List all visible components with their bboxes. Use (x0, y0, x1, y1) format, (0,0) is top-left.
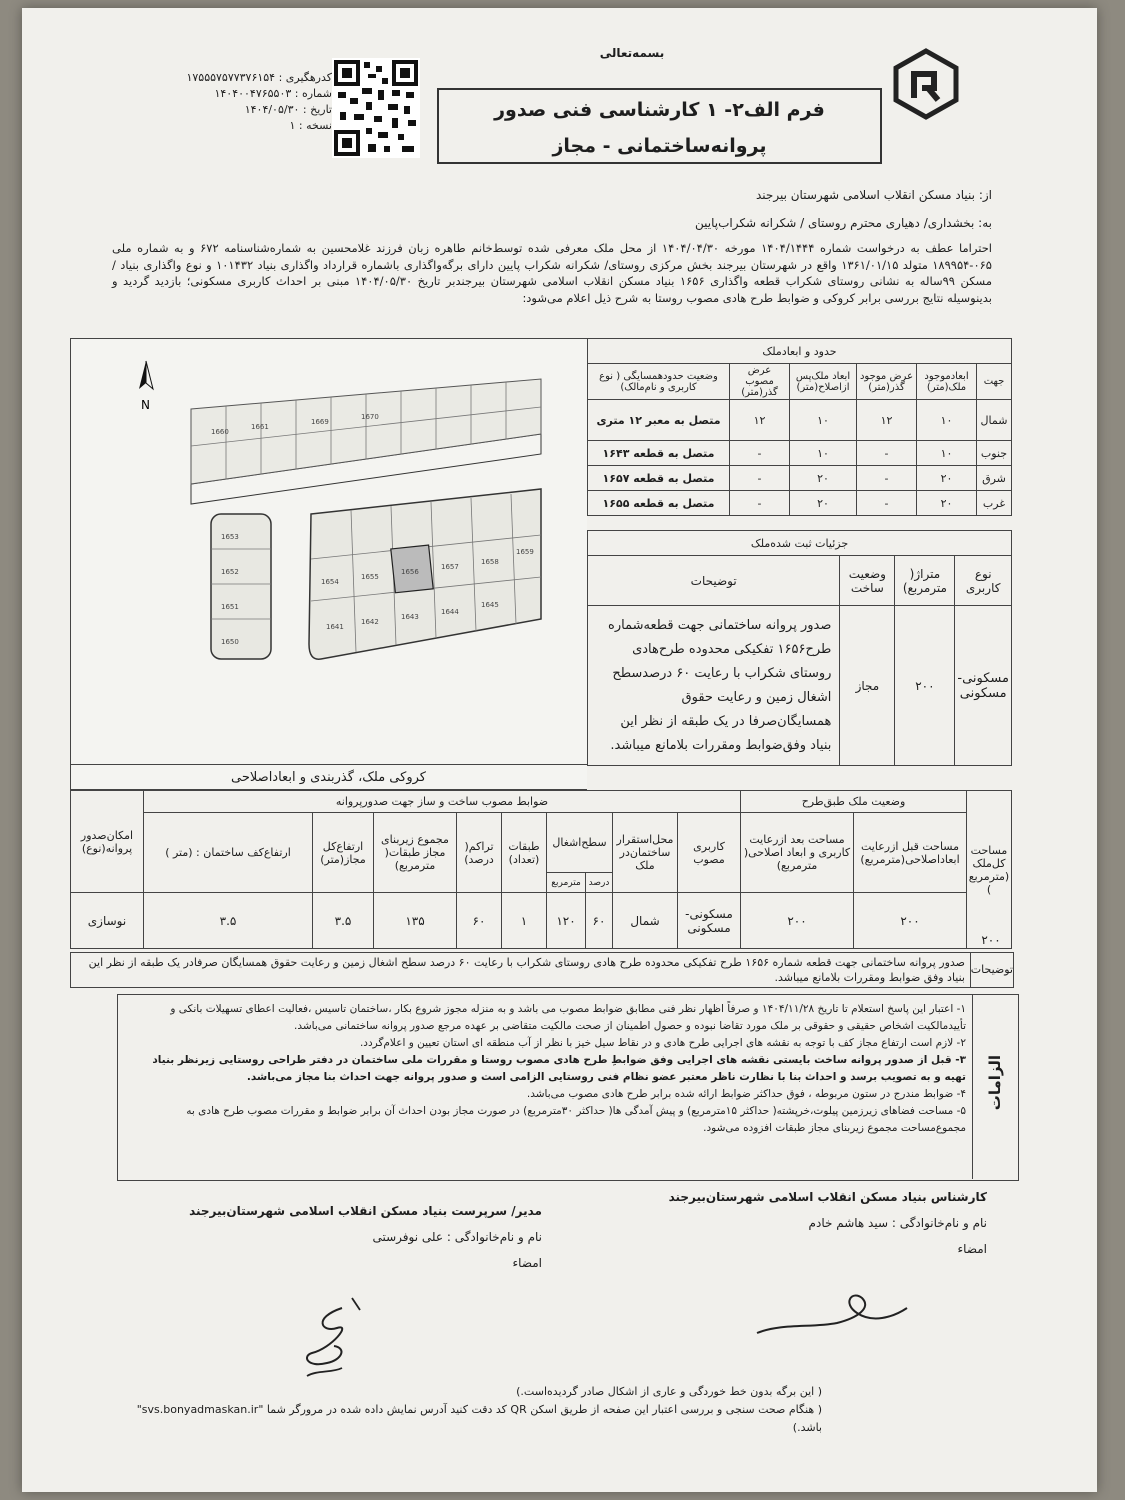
requirements-box (117, 994, 1019, 1181)
col-floors-header: طبقات (تعداد) (502, 813, 547, 893)
registered-table-title: جزئیات ثبت شده‌ملک (588, 531, 1012, 556)
col-sqm-header: مترمربع (547, 873, 586, 893)
neighbor-cell: متصل به قطعه ۱۶۵۵ (588, 491, 730, 516)
floors-value: ۱ (502, 893, 547, 949)
plan-rules-header: ضوابط مصوب ساخت و ساز جهت صدورپروانه (144, 791, 741, 813)
copy-label: نسخه : (298, 119, 332, 132)
parcel-label: 1657 (441, 563, 459, 571)
site-plan-drawing (71, 339, 586, 763)
parcel-label: 1670 (361, 413, 379, 421)
qr-code[interactable] (332, 58, 420, 158)
expert-signature-block (567, 1184, 987, 1262)
cell: - (730, 466, 790, 491)
cell: ۲۰ (790, 491, 857, 516)
parcel-label: 1644 (441, 608, 459, 616)
expert-name: سید هاشم خادم (808, 1216, 889, 1230)
intro-paragraph: احتراما عطف به درخواست شماره ۱۴۰۴/۱۴۴۴ مورخه ۱۴۰۴/۰۴/۳۰ از محل ملک معرفی شده توسط‌خانم طاهره زبان فرزند غلامحسین به شماره‌شناسنامه ۶۷۲ و به شماره ملی ۰۶۵-۱۸۹۹۵۴ متولد ۱۳۶۱/۰۱/۱۵ واقع در شهرستان بیرجند بخش مرکزی روستای/ شکرانه شکراب پایین دارای برگه‌واگذاری باشماره قرارداد واگذاری بنیاد ۱۰۱۴۳۲ و نوع واگذاری بنیاد /مسکن ۹۹ساله به نشانی روستای شکراب قطعه واگذاری ۱۶۵۶ بنیاد مسکن انقلاب اسلامی شهرستان بیرجندبر تاریخ ۱۴۰۴/۰۵/۳۰ مبنی بر احداث کاربری مسکونی؛ بازدید گردید و بدینوسیله نتایج بررسی برابر کروکی و ضوابط طرح هادی مصوب روستا به شرح ذیل اعلام می‌شود: (112, 241, 992, 305)
parcel-label: 1655 (361, 573, 379, 581)
parcel-label: 1641 (326, 623, 344, 631)
registered-header: متراژ( مترمربع) (895, 556, 955, 606)
parcel-label: 1661 (251, 423, 269, 431)
cell: - (857, 441, 917, 466)
usage-value: مسکونی- مسکونی (678, 893, 741, 949)
expert-sign-label: امضاء (957, 1242, 987, 1256)
tracking-value: ۱۷۵۵۵۷۵۷۷۳۷۶۱۵۴ (186, 71, 276, 84)
cell: - (730, 491, 790, 516)
cell: ۱۲ (857, 400, 917, 441)
height-value: ۳.۵ (313, 893, 374, 949)
cell: ۱۰ (790, 441, 857, 466)
requirement-item: ۳- قبل از صدور پروانه ساخت بایستی نقشه های اجرایی وفق ضوابطِ طرح هادی مصوب روستا و مقررات ملی ساختمان در دفتر طراحی روستایی زیرنظر بنیاد تهیه و به تصویب برسد و احداث بنا با نظارت ناظر معتبر عضو نظام فنی روستایی الزامی است و صدور پروانه جهت احداث بنا مجاز می‌باشد. (152, 1054, 966, 1083)
density-value: ۶۰ (457, 893, 502, 949)
parcel-label: 1669 (311, 418, 329, 426)
parcel-label: 1651 (221, 603, 239, 611)
bounds-header: وضعیت حدودهمسایگی ( نوع کاربری و نام‌مالک) (588, 364, 730, 400)
location-value: شمال (613, 893, 678, 949)
direction-cell: غرب (977, 491, 1012, 516)
manager-sign-label: امضاء (512, 1256, 542, 1270)
col-after-header: مساحت بعد ازرعایت کاربری و ابعاد اصلاحی( مترمربع) (741, 813, 854, 893)
registered-header: توضیحات (588, 556, 840, 606)
document-page (22, 8, 1097, 1492)
usage-cell: مسکونی- مسکونی (955, 606, 1012, 766)
col-usage-header: کاربری مصوب (678, 813, 741, 893)
cell: - (857, 466, 917, 491)
registered-header: نوع کاربری (955, 556, 1012, 606)
cell: ۲۰ (790, 466, 857, 491)
cell: - (857, 491, 917, 516)
to-line: به: بخشداری/ دهیاری محترم روستای / شکرانه شکراب‌پایین (695, 216, 992, 230)
bounds-header: ابعادموجود ملک(متر) (917, 364, 977, 400)
requirement-item: ۵- مساحت فضاهای زیرزمین پیلوت،خرپشته( حداکثر ۱۵مترمربع) و پیش آمدگی ها( حداکثر ۳۰مترمربع) در صورت مجاز بودن احداث آن برابر ضوابط و مقررات مصوب طرح هادی به مجموع‌مساحت مجموع زیربنای مجاز طبقات افزوده می‌شود. (186, 1105, 966, 1134)
footer-line: ( هنگام صحت سنجی و بررسی اعتبار این صفحه از طریق اسکن QR کد دقت کنید آدرس نمایش داده شده در مرورگر شما "svs.bonyadmaskan.ir" باشد.) (136, 1403, 822, 1434)
table-row (588, 491, 1012, 516)
site-plan-sketch (70, 338, 587, 790)
bounds-table (587, 338, 1012, 516)
description-cell: صدور پروانه ساختمانی جهت قطعه‌شماره طرح۱۶۵۶ تفکیکی محدوده طرح‌هادی روستای شکراب با رعایت ۶۰ درصدسطح اشغال زمین و رعایت حقوق همسایگان‌صرفا در یک طبقه از نظر این بنیاد وفق‌ضوابط ومقررات بلامانع میباشد. (588, 606, 840, 766)
manager-signature (272, 1288, 392, 1388)
bounds-header: ابعاد ملک‌پس از‌اصلاح(متر) (790, 364, 857, 400)
plan-rules-table (70, 790, 1012, 949)
registered-header: وضعیت ساخت (840, 556, 895, 606)
bounds-header: عرض مصوب گذر(متر) (730, 364, 790, 400)
col-percent-header: درصد (586, 873, 613, 893)
form-title: فرم الف۲- ۱ کارشناسی فنی صدور پروانه‌ساختمانی - مجاز (437, 88, 882, 164)
notes-row (70, 952, 1014, 988)
table-row (71, 893, 1012, 949)
col-height-header: ارتفاع‌کل مجاز(متر) (313, 813, 374, 893)
parcel-label: 1653 (221, 533, 239, 541)
neighbor-cell: متصل به قطعه ۱۶۴۳ (588, 441, 730, 466)
direction-cell: شمال (977, 400, 1012, 441)
cell: ۲۰ (917, 491, 977, 516)
area-cell: ۲۰۰ (895, 606, 955, 766)
copy-value: ۱ (289, 119, 296, 132)
tracking-info (172, 70, 332, 134)
requirement-item: ۱- اعتبار این پاسخ استعلام تا تاریخ ۱۴۰۴/۱۱/۲۸ و صرفاً اظهار نظر فنی مطابق ضوابط مصوب می باشد و به منزله مجوز شروع بکار ،ساختمان تاسیس ،فعالیت اعطای تسهیلات بانکی و تأییدمالکیت اشخاص حقیقی و حقوقی بر ملک مورد تقاضا نبوده و حصول اطمینان از صحت مالکیت متقاضی بر عهده مرجع صدور پروانه ساختمانی می‌باشد. (170, 1003, 966, 1032)
manager-name-label: نام و نام‌خانوادگی : (446, 1230, 542, 1244)
direction-cell: جنوب (977, 441, 1012, 466)
expert-signature (742, 1278, 922, 1348)
bounds-header: عرض موجود گذر(متر) (857, 364, 917, 400)
cell: ۱۰ (917, 441, 977, 466)
parcel-label: 1642 (361, 618, 379, 626)
expert-name-label: نام و نام‌خانوادگی : (891, 1216, 987, 1230)
parcel-label: 1659 (516, 548, 534, 556)
col-before-header: مساحت قبل ازرعایت ابعاداصلاحی(مترمربع) (854, 813, 967, 893)
bounds-table-title: حدود و ابعادملک (588, 339, 1012, 364)
cell: - (730, 441, 790, 466)
sqm-value: ۱۲۰ (547, 893, 586, 949)
expert-title: کارشناس بنیاد مسکن انقلاب اسلامی شهرستان‌بیرجند (668, 1190, 987, 1204)
status-cell: مجاز (840, 606, 895, 766)
total-area-value: ۲۰۰ (981, 933, 1001, 947)
neighbor-cell: متصل به قطعه ۱۶۵۷ (588, 466, 730, 491)
neighbor-cell: متصل به معبر ۱۲ متری (588, 400, 730, 441)
from-line: از: بنیاد مسکن انقلاب اسلامی شهرستان بیرجند (756, 188, 992, 202)
direction-cell: شرق (977, 466, 1012, 491)
north-arrow-icon (139, 361, 153, 412)
number-label: شماره : (294, 87, 332, 100)
parcel-label: 1660 (211, 428, 229, 436)
requirement-item: ۴- ضوابط مندرج در ستون مربوطه ، فوق حداکثر ضوابط ارائه شده برابر طرح هادی مصوب می‌باشد. (526, 1088, 966, 1100)
parcel-label: 1656 (401, 568, 419, 576)
parcel-label: 1654 (321, 578, 339, 586)
table-row (588, 400, 1012, 441)
tracking-label: کدرهگیری : (278, 71, 332, 84)
before-value: ۲۰۰ (854, 893, 967, 949)
number-value: ۱۴۰۴۰۰۴۷۶۵۵۰۳ (214, 87, 292, 100)
col-occupancy-header: سطح‌اشغال (547, 813, 613, 873)
requirement-item: ۲- لازم است ارتفاع مجاز کف با توجه به نقشه های اجرایی طرح هادی و در نقاط سیل خیز با نظر از آب منطقه ای استان تعیین و اعلام‌گردد. (359, 1037, 966, 1049)
col-location-header: محل‌استقرار ساختمان‌در ملک (613, 813, 678, 893)
manager-title: مدیر/ سرپرست بنیاد مسکن انقلاب اسلامی شهرستان‌بیرجند (189, 1204, 542, 1218)
total-area-header: مساحت کل‌ملک (مترمربع ) (967, 791, 1012, 949)
cell: ۱۲ (730, 400, 790, 441)
date-label: تاریخ : (302, 103, 332, 116)
parcel-label: 1650 (221, 638, 239, 646)
table-row (588, 466, 1012, 491)
cell: ۲۰ (917, 466, 977, 491)
north-label: N (141, 398, 150, 412)
col-gross-header: مجموع زیربنای مجاز طبقات( مترمربع) (374, 813, 457, 893)
permit-header: امکان‌صدور پروانه(نوع) (71, 791, 144, 893)
bounds-header: جهت (977, 364, 1012, 400)
parcel-label: 1652 (221, 568, 239, 576)
manager-name: علی نوفرستی (372, 1230, 444, 1244)
table-row (588, 441, 1012, 466)
cell: ۱۰ (790, 400, 857, 441)
footer (122, 1383, 822, 1437)
percent-value: ۶۰ (586, 893, 613, 949)
permit-value: نوسازی (71, 893, 144, 949)
requirements-label: الزامات (986, 1055, 1004, 1111)
gross-value: ۱۳۵ (374, 893, 457, 949)
registered-table (587, 530, 1012, 766)
plan-status-header: وضعیت ملک طبق‌طرح (741, 791, 967, 813)
parcel-label: 1658 (481, 558, 499, 566)
notes-text: صدور پروانه ساختمانی جهت قطعه شماره ۱۶۵۶ طرح تفکیکی محدوده طرح هادی روستای شکراب با رعایت ۶۰ درصد سطح اشغال زمین و رعایت حقوق همسایگان صرفادر یک طبقه از نظر این بنیاد وفق ضوابط ومقررات بلامانع میباشد. (88, 956, 965, 984)
cell: ۱۰ (917, 400, 977, 441)
notes-label: توضیحات (970, 953, 1013, 987)
basmala: بسمه‌تعالی (599, 46, 665, 60)
manager-signature-block (162, 1198, 542, 1276)
footer-line: ( این برگه بدون خط خوردگی و عاری از اشکال صادر گردیده‌است.) (516, 1385, 822, 1398)
parcel-label: 1643 (401, 613, 419, 621)
parcel-label: 1645 (481, 601, 499, 609)
floor-height-value: ۳.۵ (144, 893, 313, 949)
map-caption: کروکی ملک، گذربندی و ابعاداصلاحی (70, 764, 587, 791)
bonyad-maskan-logo (890, 48, 962, 120)
after-value: ۲۰۰ (741, 893, 854, 949)
col-density-header: تراکم( درصد) (457, 813, 502, 893)
requirements-side (972, 994, 1018, 1179)
col-floor-height-header: ارتفاع‌کف ساختمان : (متر ) (144, 813, 313, 893)
date-value: ۱۴۰۴/۰۵/۳۰ (244, 103, 300, 116)
